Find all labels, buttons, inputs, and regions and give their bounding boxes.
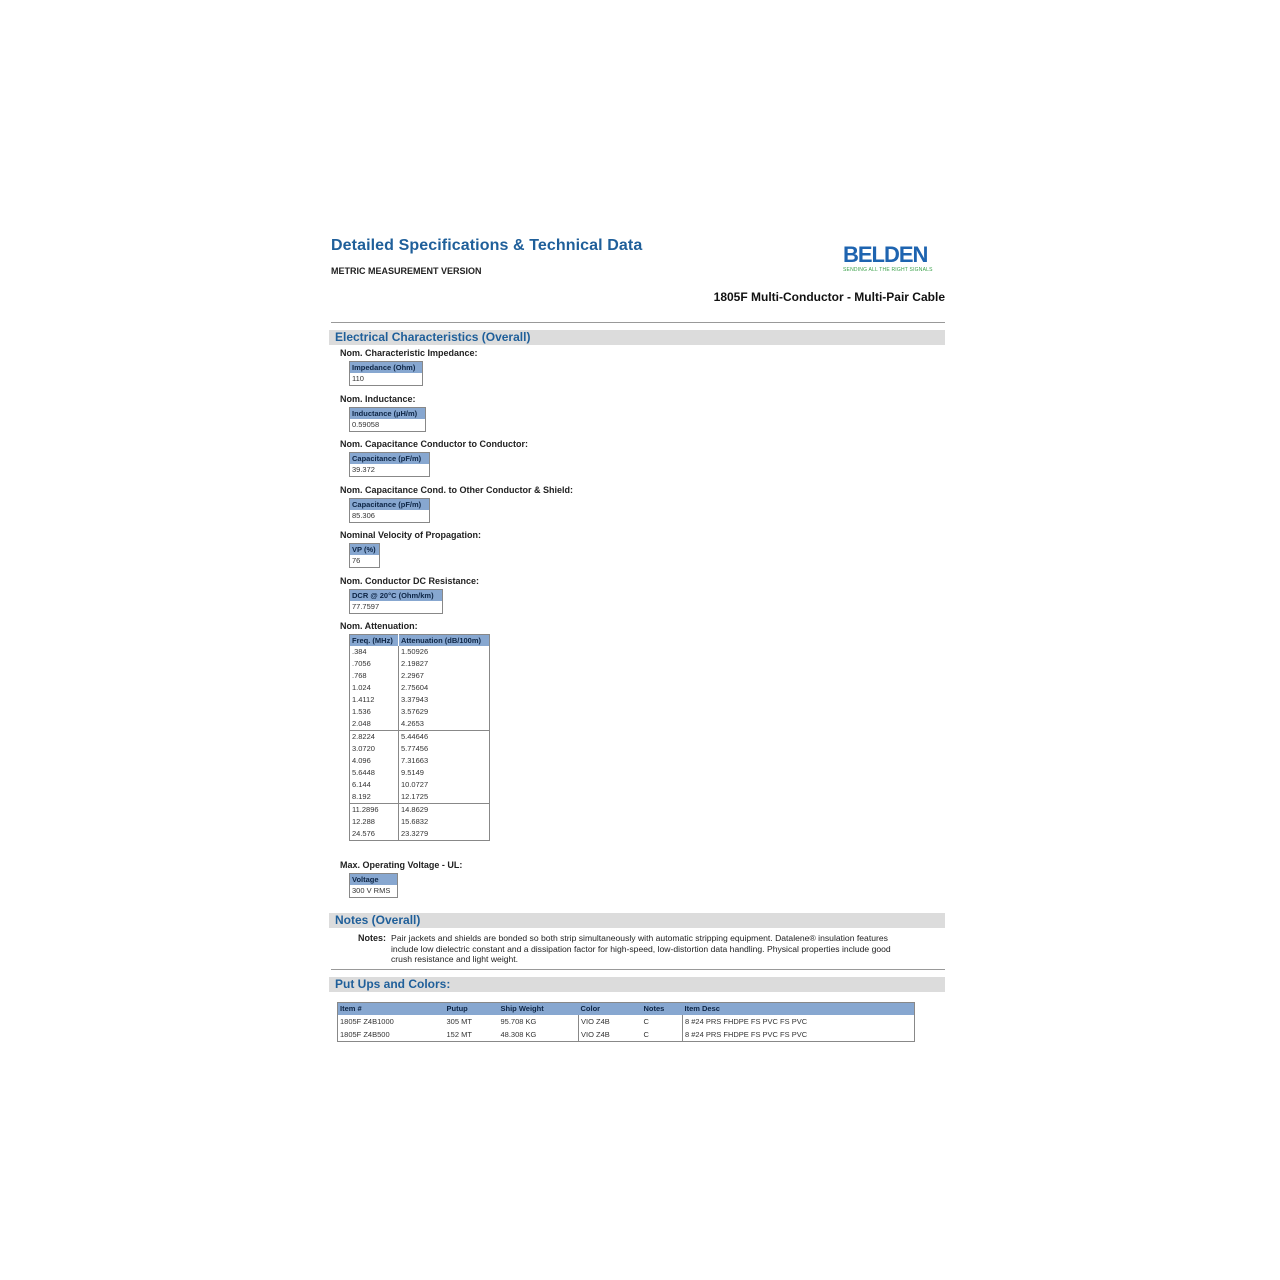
dcr-label: Nom. Conductor DC Resistance: [340,576,480,586]
section-header-notes [329,913,945,928]
table-row [350,779,490,791]
table-header: Freq. (MHz) [350,635,399,647]
table-header: Item # [338,1003,445,1016]
table-cell: 9.5149 [401,768,424,777]
table-row [350,767,490,779]
capacitance-cs-table [349,498,430,523]
capacitance-cc-table [349,452,430,477]
table-cell: 3.57629 [401,707,429,716]
putups-table [337,1002,915,1042]
table-row [350,816,490,828]
notes-text: Pair jackets and shields are bonded so both strip simultaneously with automatic stripping equipment. Datalene® insulation features include low dielectric constant and a dissipation factor for high-speed, low-distortion data handling. Physical properties include good crush resistance and light weight. [391,933,891,964]
table-cell: 8 #24 PRS FHDPE FS PVC FS PVC [683,1028,915,1042]
table-cell: 12.1725 [401,792,429,801]
table-header: Voltage [350,874,398,886]
table-cell: 3.37943 [401,695,429,704]
table-cell: .768 [350,670,399,682]
divider [331,969,945,970]
table-cell: 15.6832 [401,817,429,826]
table-cell: 152 MT [446,1030,472,1039]
table-row [350,658,490,670]
table-header: DCR @ 20°C (Ohm/km) [350,590,443,602]
table-cell: 110 [352,374,364,383]
table-header: Color [579,1003,642,1016]
capacitance-cc-label: Nom. Capacitance Conductor to Conductor: [340,439,529,449]
logo-wordmark: BELDEN [843,242,928,267]
logo-tagline: SENDING ALL THE RIGHT SIGNALS [843,267,933,273]
table-row [350,828,490,841]
table-cell: 2.8224 [350,731,399,744]
table-cell: 95.708 KG [500,1017,537,1026]
table-cell: 39.372 [352,465,375,474]
table-cell: 23.3279 [401,829,429,838]
table-header: Putup [445,1003,499,1016]
table-cell: 8.192 [350,791,399,804]
belden-logo [843,243,933,273]
table-cell: 1805F Z4B500 [340,1030,390,1039]
impedance-table [349,361,423,386]
table-row [350,718,490,731]
divider [331,322,945,323]
table-cell: VIO Z4B [579,1015,642,1028]
table-cell: 76 [352,556,361,565]
table-row [350,706,490,718]
inductance-table [349,407,426,432]
table-cell: 0.59058 [352,420,380,429]
table-row [350,670,490,682]
table-header: Capacitance (pF/m) [350,499,430,511]
table-cell: C [643,1017,649,1026]
table-row [350,743,490,755]
table-row [350,791,490,804]
table-cell: 14.8629 [399,804,490,817]
section-header-putups [329,977,945,992]
table-cell: .7056 [350,658,399,670]
table-cell: 77.7597 [352,602,380,611]
attenuation-label: Nom. Attenuation: [340,621,418,631]
table-cell: 12.288 [350,816,399,828]
vp-table [349,543,380,568]
table-cell: 24.576 [350,828,399,841]
table-header: Impedance (Ohm) [350,362,423,374]
table-cell: 48.308 KG [500,1030,537,1039]
attenuation-table [349,634,490,841]
table-cell: 1.4112 [350,694,399,706]
table-header: VP (%) [350,544,380,556]
impedance-label: Nom. Characteristic Impedance: [340,348,478,358]
table-cell: C [643,1030,649,1039]
table-cell: 4.096 [350,755,399,767]
vp-label: Nominal Velocity of Propagation: [340,530,482,540]
table-cell: 11.2896 [350,804,399,817]
table-cell: 85.306 [352,511,375,520]
table-cell: 7.31663 [401,756,429,765]
table-cell: 2.75604 [401,683,429,692]
notes-label: Notes: [358,933,387,943]
table-cell: 2.048 [350,718,399,731]
table-cell: 1.50926 [401,647,429,656]
table-cell: 1.536 [350,706,399,718]
table-cell: .384 [350,646,399,658]
section-title: Electrical Characteristics (Overall) [335,330,531,344]
section-title: Notes (Overall) [335,913,421,927]
voltage-label: Max. Operating Voltage - UL: [340,860,463,870]
table-cell: 8 #24 PRS FHDPE FS PVC FS PVC [683,1015,915,1028]
table-cell: 5.44646 [399,731,490,744]
table-row [350,731,490,744]
table-header: Ship Weight [499,1003,579,1016]
table-header: Capacitance (pF/m) [350,453,430,465]
document-subtitle: METRIC MEASUREMENT VERSION [331,266,482,276]
table-row [350,804,490,817]
table-row [338,1028,915,1042]
table-cell: 5.6448 [350,767,399,779]
table-cell: 305 MT [446,1017,472,1026]
product-name: 1805F Multi-Conductor - Multi-Pair Cable [713,290,945,304]
document-title: Detailed Specifications & Technical Data [331,237,643,254]
table-cell: VIO Z4B [579,1028,642,1042]
table-cell: 10.0727 [401,780,429,789]
table-cell: 1.024 [350,682,399,694]
table-row [350,755,490,767]
table-cell: 2.19827 [401,659,429,668]
section-title: Put Ups and Colors: [335,977,451,991]
voltage-table [349,873,398,898]
table-cell: 1805F Z4B1000 [340,1017,394,1026]
table-row [350,694,490,706]
table-cell: 4.2653 [401,719,424,728]
table-cell: 5.77456 [401,744,429,753]
table-header: Notes [642,1003,683,1016]
capacitance-cs-label: Nom. Capacitance Cond. to Other Conductor & Shield: [340,485,574,495]
dcr-table [349,589,443,614]
table-cell: 3.0720 [350,743,399,755]
table-row [350,646,490,658]
table-cell: 6.144 [350,779,399,791]
table-header: Item Desc [683,1003,915,1016]
table-cell: 2.2967 [401,671,424,680]
section-header-electrical [329,330,945,345]
table-row [338,1015,915,1028]
inductance-label: Nom. Inductance: [340,394,416,404]
table-row [350,682,490,694]
table-cell: 300 V RMS [352,886,391,895]
table-header: Attenuation (dB/100m) [399,635,490,647]
table-header: Inductance (µH/m) [350,408,426,420]
